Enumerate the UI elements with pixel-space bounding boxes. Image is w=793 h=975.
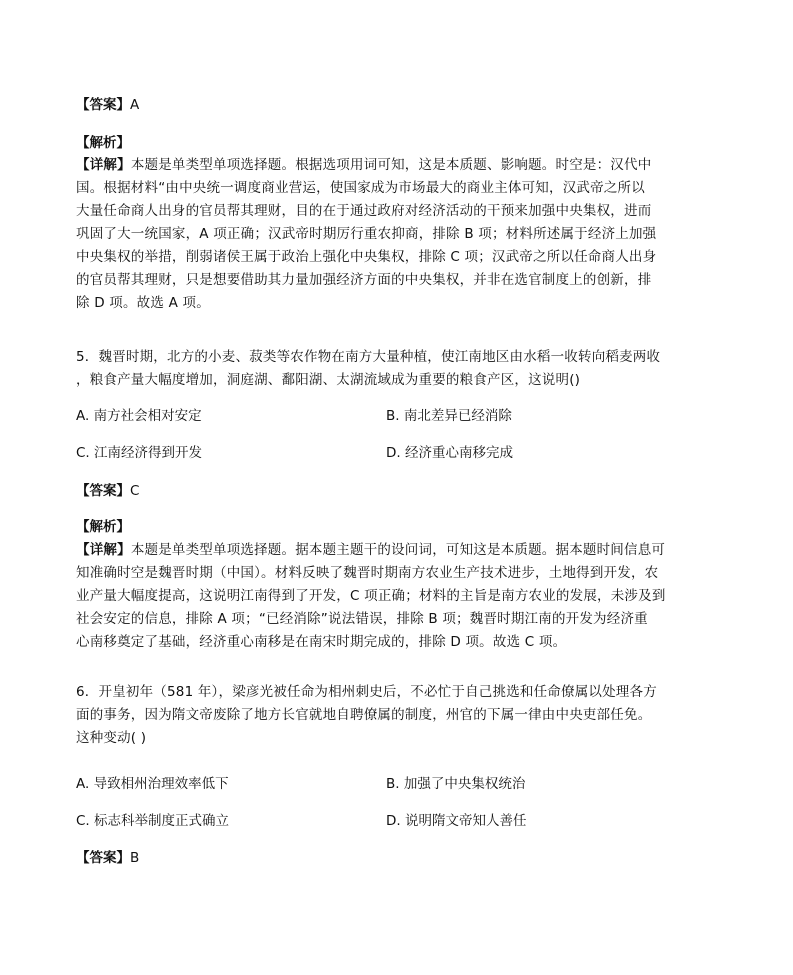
detail-line: 大量任命商人出身的官员帮其理财，目的在于通过政府对经济活动的干预来加强中央集权，进而 bbox=[76, 203, 652, 219]
detail-line: 【详解】本题是单类型单项选择题。根据选项用词可知，这是本质题、影响题。时空是：汉代中 bbox=[76, 157, 652, 173]
answer-value: A bbox=[130, 97, 140, 113]
detail-line: 业产量大幅度提高，这说明江南得到了开发，C 项正确；材料的主旨是南方农业的发展，未涉及到 bbox=[76, 588, 666, 604]
q5-option-a: A. 南方社会相对安定 bbox=[76, 408, 202, 424]
answer-value: C bbox=[130, 483, 140, 499]
q4-analysis-tag: 【解析】 bbox=[76, 135, 130, 151]
q6-option-c: C. 标志科举制度正式确立 bbox=[76, 813, 230, 829]
stem-line: 面的事务，因为隋文帝废除了地方长官就地自聘僚属的制度，州官的下属一律由中央吏部任免。 bbox=[76, 707, 652, 723]
detail-line: 心南移奠定了基础，经济重心南移是在南宋时期完成的，排除 D 项。故选 C 项。 bbox=[76, 634, 567, 650]
detail-line: 国。根据材料“由中央统一调度商业营运，使国家成为市场最大的商业主体可知，汉武帝之所以 bbox=[76, 180, 645, 196]
q6-stem bbox=[76, 681, 676, 750]
answer-tag: 【答案】 bbox=[76, 483, 130, 499]
detail-tag: 【详解】 bbox=[76, 157, 131, 173]
q5-option-b: B. 南北差异已经消除 bbox=[386, 408, 512, 424]
q5-stem bbox=[76, 346, 676, 392]
stem-line: 这种变动( ) bbox=[76, 730, 147, 746]
q6-option-d: D. 说明隋文帝知人善任 bbox=[386, 813, 527, 829]
q6-option-b: B. 加强了中央集权统治 bbox=[386, 776, 526, 792]
q6-answer bbox=[76, 849, 139, 867]
answer-value: B bbox=[130, 850, 140, 866]
q4-answer bbox=[76, 96, 139, 114]
stem-line: 5．魏晋时期，北方的小麦、菽类等农作物在南方大量种植，使江南地区由水稻一收转向稻麦两收 bbox=[76, 349, 661, 365]
detail-line: 社会安定的信息，排除 A 项；“已经消除”说法错误，排除 B 项；魏晋时期江南的开发为经济重 bbox=[76, 611, 648, 627]
detail-line: 巩固了大一统国家，A 项正确；汉武帝时期厉行重农抑商，排除 B 项；材料所述属于经济上加强 bbox=[76, 226, 657, 242]
detail-line: 知准确时空是魏晋时期（中国）。材料反映了魏晋时期南方农业生产技术进步，土地得到开发，农 bbox=[76, 565, 659, 581]
answer-tag: 【答案】 bbox=[76, 97, 130, 113]
q4-detail bbox=[76, 154, 676, 315]
detail-tag: 【详解】 bbox=[76, 542, 131, 558]
q5-answer bbox=[76, 482, 139, 500]
stem-line: ，粮食产量大幅度增加，洞庭湖、鄱阳湖、太湖流域成为重要的粮食产区，这说明() bbox=[76, 372, 581, 388]
answer-tag: 【答案】 bbox=[76, 850, 130, 866]
q5-option-d: D. 经济重心南移完成 bbox=[386, 445, 513, 461]
detail-line: 的官员帮其理财，只是想要借助其力量加强经济方面的中央集权，并非在选官制度上的创新，排 bbox=[76, 272, 652, 288]
detail-line: 除 D 项。故选 A 项。 bbox=[76, 295, 210, 311]
q5-analysis-tag: 【解析】 bbox=[76, 519, 130, 535]
q6-option-a: A. 导致相州治理效率低下 bbox=[76, 776, 229, 792]
q5-detail bbox=[76, 539, 676, 654]
stem-line: 6．开皇初年（581 年），梁彦光被任命为相州刺史后，不必忙于自己挑选和任命僚属以处理各方 bbox=[76, 684, 657, 700]
detail-line: 【详解】本题是单类型单项选择题。据本题主题干的设问词，可知这是本质题。据本题时间信息可 bbox=[76, 542, 666, 558]
detail-line: 中央集权的举措，削弱诸侯王属于政治上强化中央集权，排除 C 项；汉武帝之所以任命商人出身 bbox=[76, 249, 657, 265]
q5-option-c: C. 江南经济得到开发 bbox=[76, 445, 203, 461]
